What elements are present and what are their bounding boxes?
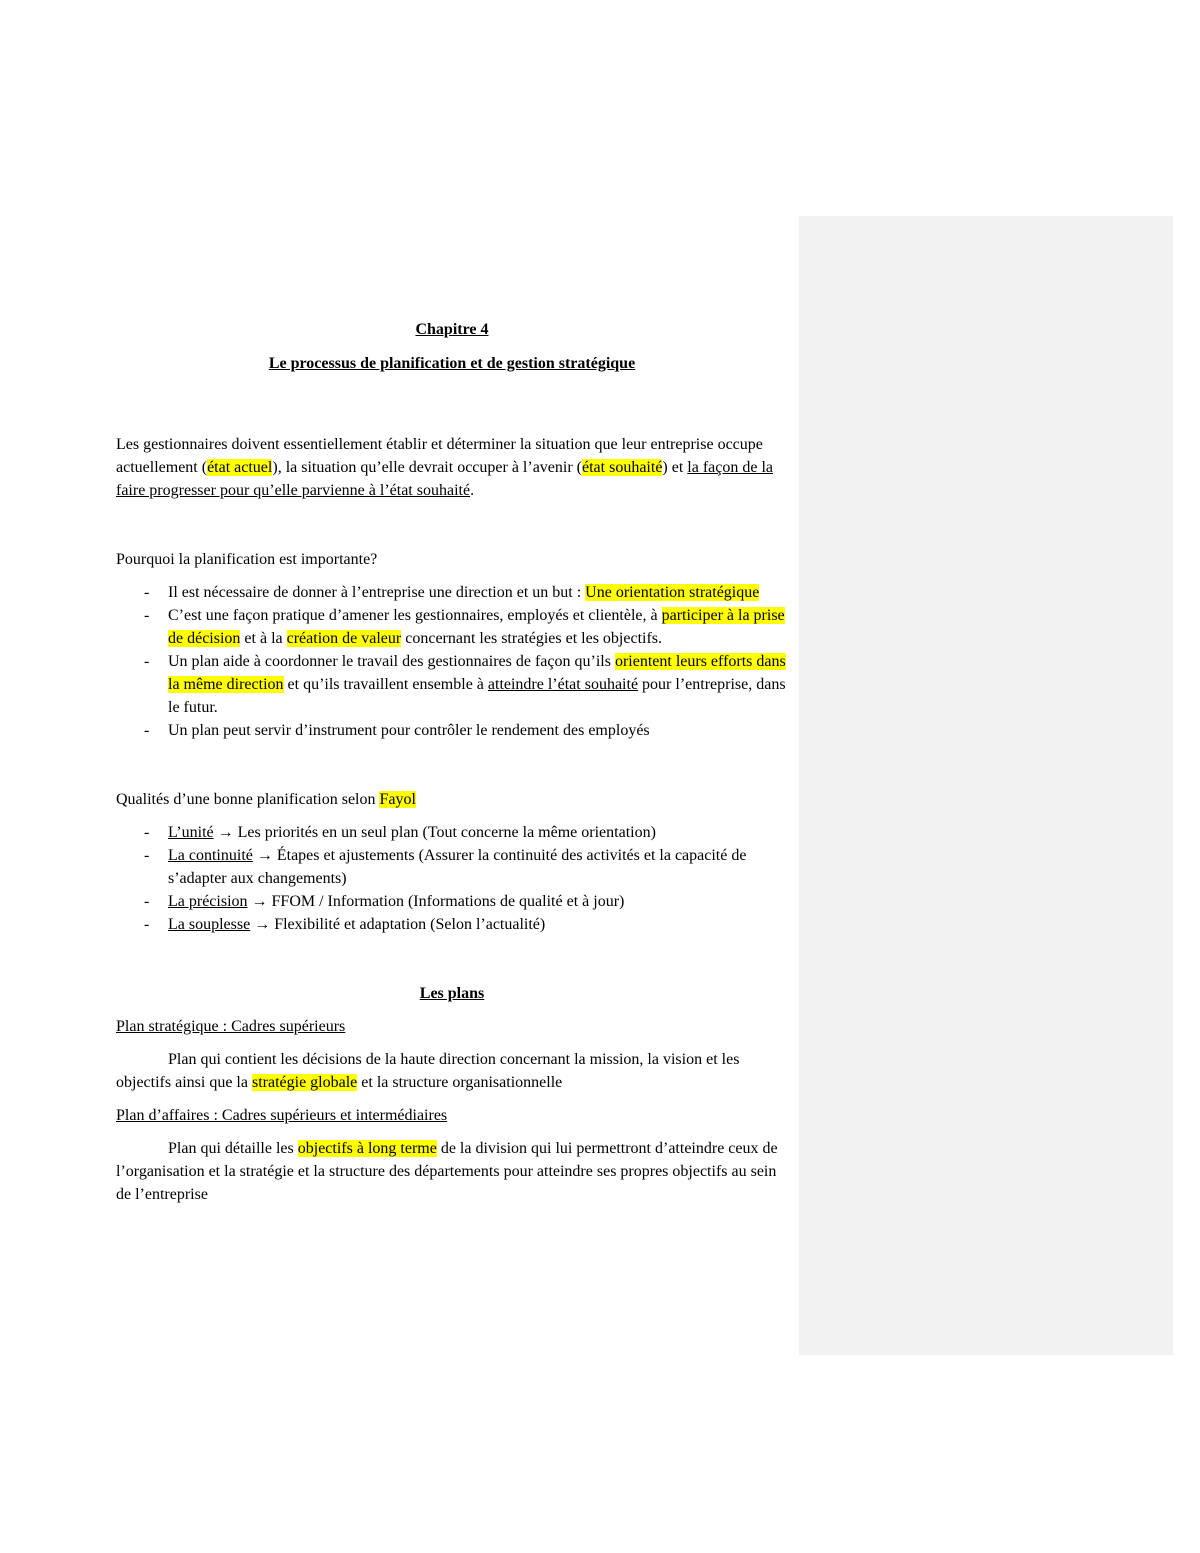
list-item: - La précision → FFOM / Information (Informations de qualité et à jour) [116,890,788,913]
list-item: - La continuité → Étapes et ajustements (Assurer la continuité des activités et la capacité de s’adapter aux changements) [116,844,788,890]
qualities-list [116,821,788,936]
list-item: - L’unité → Les priorités en un seul plan (Tout concerne la même orientation) [116,821,788,844]
why-list [116,581,788,742]
list-item: - Il est nécessaire de donner à l’entreprise une direction et un but : Une orientation stratégique [116,581,788,604]
document-subtitle: Le processus de planification et de gestion stratégique [268,355,636,372]
list-item: - Un plan aide à coordonner le travail des gestionnaires de façon qu’ils orientent leurs efforts dans la même direction et qu’ils travaillent ensemble à atteindre l’état souhaité pour l’entreprise, dans le futur. [116,650,788,719]
list-item: - C’est une façon pratique d’amener les gestionnaires, employés et clientèle, à participer à la prise de décision et à la création de valeur concernant les stratégies et les objectifs. [116,604,788,650]
list-item: - La souplesse → Flexibilité et adaptation (Selon l’actualité) [116,913,788,936]
plans-title: Les plans [419,985,485,1002]
highlight-etat-souhaite: état souhaité [582,459,663,476]
list-item: - Un plan peut servir d’instrument pour contrôler le rendement des employés [116,719,788,742]
qualities-intro: Qualités d’une bonne planification selon Fayol [116,791,416,808]
underlined-phrase: la façon de la faire progresser pour qu’elle parvienne à l’état souhaité [116,459,774,499]
document-page [116,318,788,1206]
comment-pane [799,216,1173,1355]
highlight-fayol: Fayol [379,791,416,808]
why-question: Pourquoi la planification est importante? [116,551,378,568]
intro-paragraph: Les gestionnaires doivent essentiellement établir et déterminer la situation que leur entreprise occupe actuellement (état actuel), la situation qu’elle devrait occuper à l’avenir (état souhaité) et la façon de la faire progresser pour qu’elle parvienne à l’état souhaité. [116,436,774,499]
chapter-title: Chapitre 4 [415,321,489,338]
strategic-plan-heading: Plan stratégique : Cadres supérieurs [116,1018,346,1035]
business-plan-paragraph: Plan qui détaille les objectifs à long terme de la division qui lui permettront d’atteindre ceux de l’organisation et la stratégie et la structure des départements pour atteindre ses propres objectifs au sein de l’entreprise [116,1140,778,1203]
highlight-etat-actuel: état actuel [207,459,273,476]
business-plan-heading: Plan d’affaires : Cadres supérieurs et intermédiaires [116,1107,448,1124]
strategic-plan-paragraph: Plan qui contient les décisions de la haute direction concernant la mission, la vision et les objectifs ainsi que la stratégie globale et la structure organisationnelle [116,1051,740,1091]
